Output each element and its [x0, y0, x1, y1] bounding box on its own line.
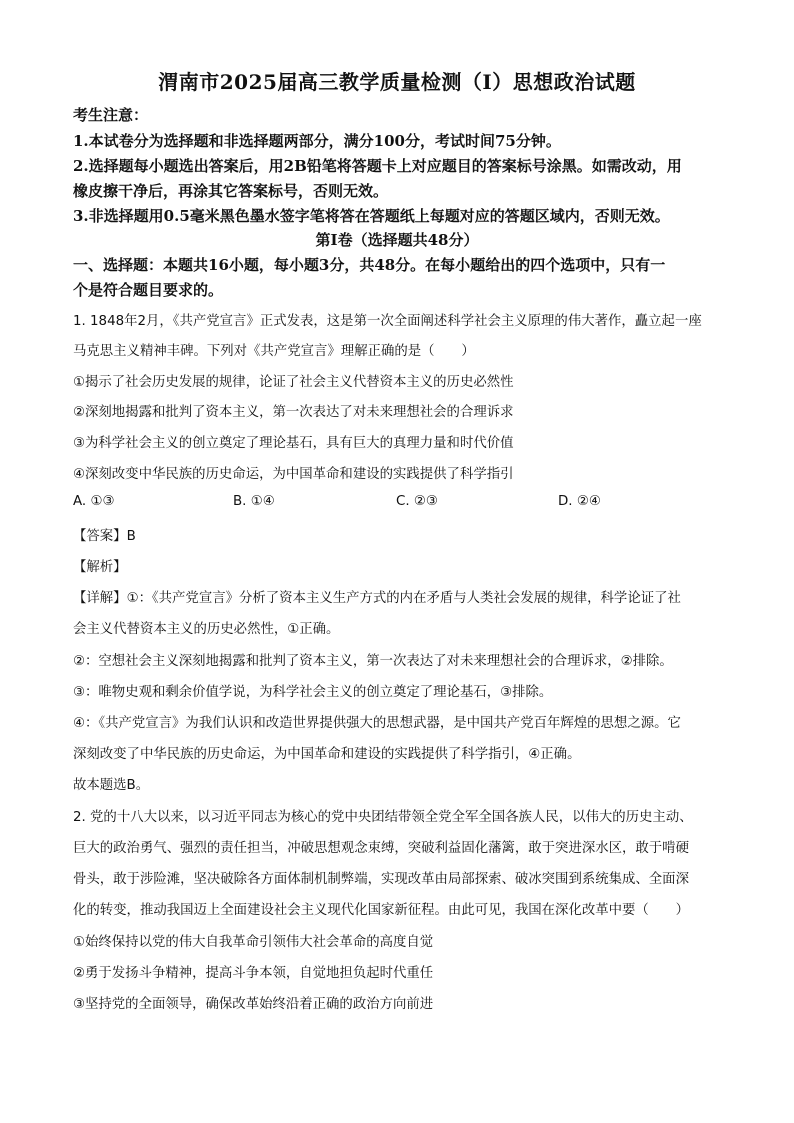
q2-statement: ②勇于发扬斗争精神，提高斗争本领，自觉地担负起时代重任 — [73, 966, 434, 981]
detail-line: 会主义代替资本主义的历史必然性，①正确。 — [73, 622, 340, 637]
detail-line: ③：唯物史观和剩余价值学说，为科学社会主义的创立奠定了理论基石，③排除。 — [73, 685, 553, 700]
answer-label: 【答案】 — [73, 529, 127, 544]
q1-option-b: B. ①④ — [233, 494, 275, 509]
answer-value: B — [126, 529, 136, 544]
q2-statement: ③坚持党的全面领导，确保改革始终沿着正确的政治方向前进 — [73, 997, 434, 1012]
q2-stem: 2. 党的十八大以来，以习近平同志为核心的党中央团结带领全党全军全国各族人民，以伟大的历史主动、 — [73, 810, 693, 825]
notice-heading: 考生注意： — [73, 106, 149, 124]
notice-item: 橡皮擦干净后，再涂其它答案标号，否则无效。 — [73, 182, 389, 200]
section-instructions: 个是符合题目要求的。 — [73, 281, 224, 299]
q1-statement: ④深刻改变中华民族的历史命运，为中国革命和建设的实践提供了科学指引 — [73, 467, 514, 482]
q1-answer — [73, 525, 733, 544]
page-title: 渭南市2025届高三教学质量检测（I）思想政治试题 — [158, 70, 636, 94]
q1-option-c: C. ②③ — [396, 494, 438, 509]
q2-stem: 巨大的政治勇气、强烈的责任担当，冲破思想观念束缚，突破利益固化藩篱，敢于突进深水区，敢于啃硬 — [73, 841, 689, 856]
q2-statement: ①始终保持以党的伟大自我革命引领伟大社会革命的高度自觉 — [73, 935, 434, 950]
detail-label: 【详解】 — [73, 591, 127, 606]
detail-line: ①：《共产党宣言》分析了资本主义生产方式的内在矛盾与人类社会发展的规律，科学论证了社 — [126, 591, 681, 606]
q1-detail — [73, 587, 733, 606]
section-instructions: 一、选择题：本题共16小题，每小题3分，共48分。在每小题给出的四个选项中，只有一 — [73, 256, 666, 274]
q1-stem: 1. 1848年2月，《共产党宣言》正式发表，这是第一次全面阐述科学社会主义原理的伟大著作，矗立起一座 — [73, 314, 702, 329]
q1-option-d: D. ②④ — [558, 494, 601, 509]
detail-line: ④：《共产党宣言》为我们认识和改造世界提供强大的思想武器，是中国共产党百年辉煌的思想之源。它 — [73, 716, 681, 731]
notice-item: 1.本试卷分为选择题和非选择题两部分，满分100分，考试时间75分钟。 — [73, 132, 561, 150]
q1-statement: ①揭示了社会历史发展的规律，论证了社会主义代替资本主义的历史必然性 — [73, 375, 514, 390]
detail-line: 深刻改变了中华民族的历史命运，为中国革命和建设的实践提供了科学指引，④正确。 — [73, 747, 581, 762]
notice-item: 3.非选择题用0.5毫米黑色墨水签字笔将答在答题纸上每题对应的答题区域内，否则无效。 — [73, 207, 670, 225]
q2-stem: 骨头，敢于涉险滩，坚决破除各方面体制机制弊端，实现改革由局部探索、破冰突围到系统集成、全面深 — [73, 872, 689, 887]
analysis-label: 【解析】 — [73, 560, 127, 575]
detail-line: 故本题选B。 — [73, 778, 150, 793]
q1-statement: ②深刻地揭露和批判了资本主义，第一次表达了对未来理想社会的合理诉求 — [73, 405, 514, 420]
q1-statement: ③为科学社会主义的创立奠定了理论基石，具有巨大的真理力量和时代价值 — [73, 436, 514, 451]
notice-item: 2.选择题每小题选出答案后，用2B铅笔将答题卡上对应题目的答案标号涂黑。如需改动，用 — [73, 157, 682, 175]
detail-line: ②：空想社会主义深刻地揭露和批判了资本主义，第一次表达了对未来理想社会的合理诉求，②排除。 — [73, 654, 673, 669]
q1-option-a: A. ①③ — [73, 494, 115, 509]
q1-stem: 马克思主义精神丰碑。下列对《共产党宣言》理解正确的是（ ） — [73, 344, 475, 359]
q2-stem: 化的转变，推动我国迈上全面建设社会主义现代化国家新征程。由此可见，我国在深化改革中要（ ） — [73, 903, 689, 918]
section-title: 第I卷（选择题共48分） — [315, 231, 479, 249]
